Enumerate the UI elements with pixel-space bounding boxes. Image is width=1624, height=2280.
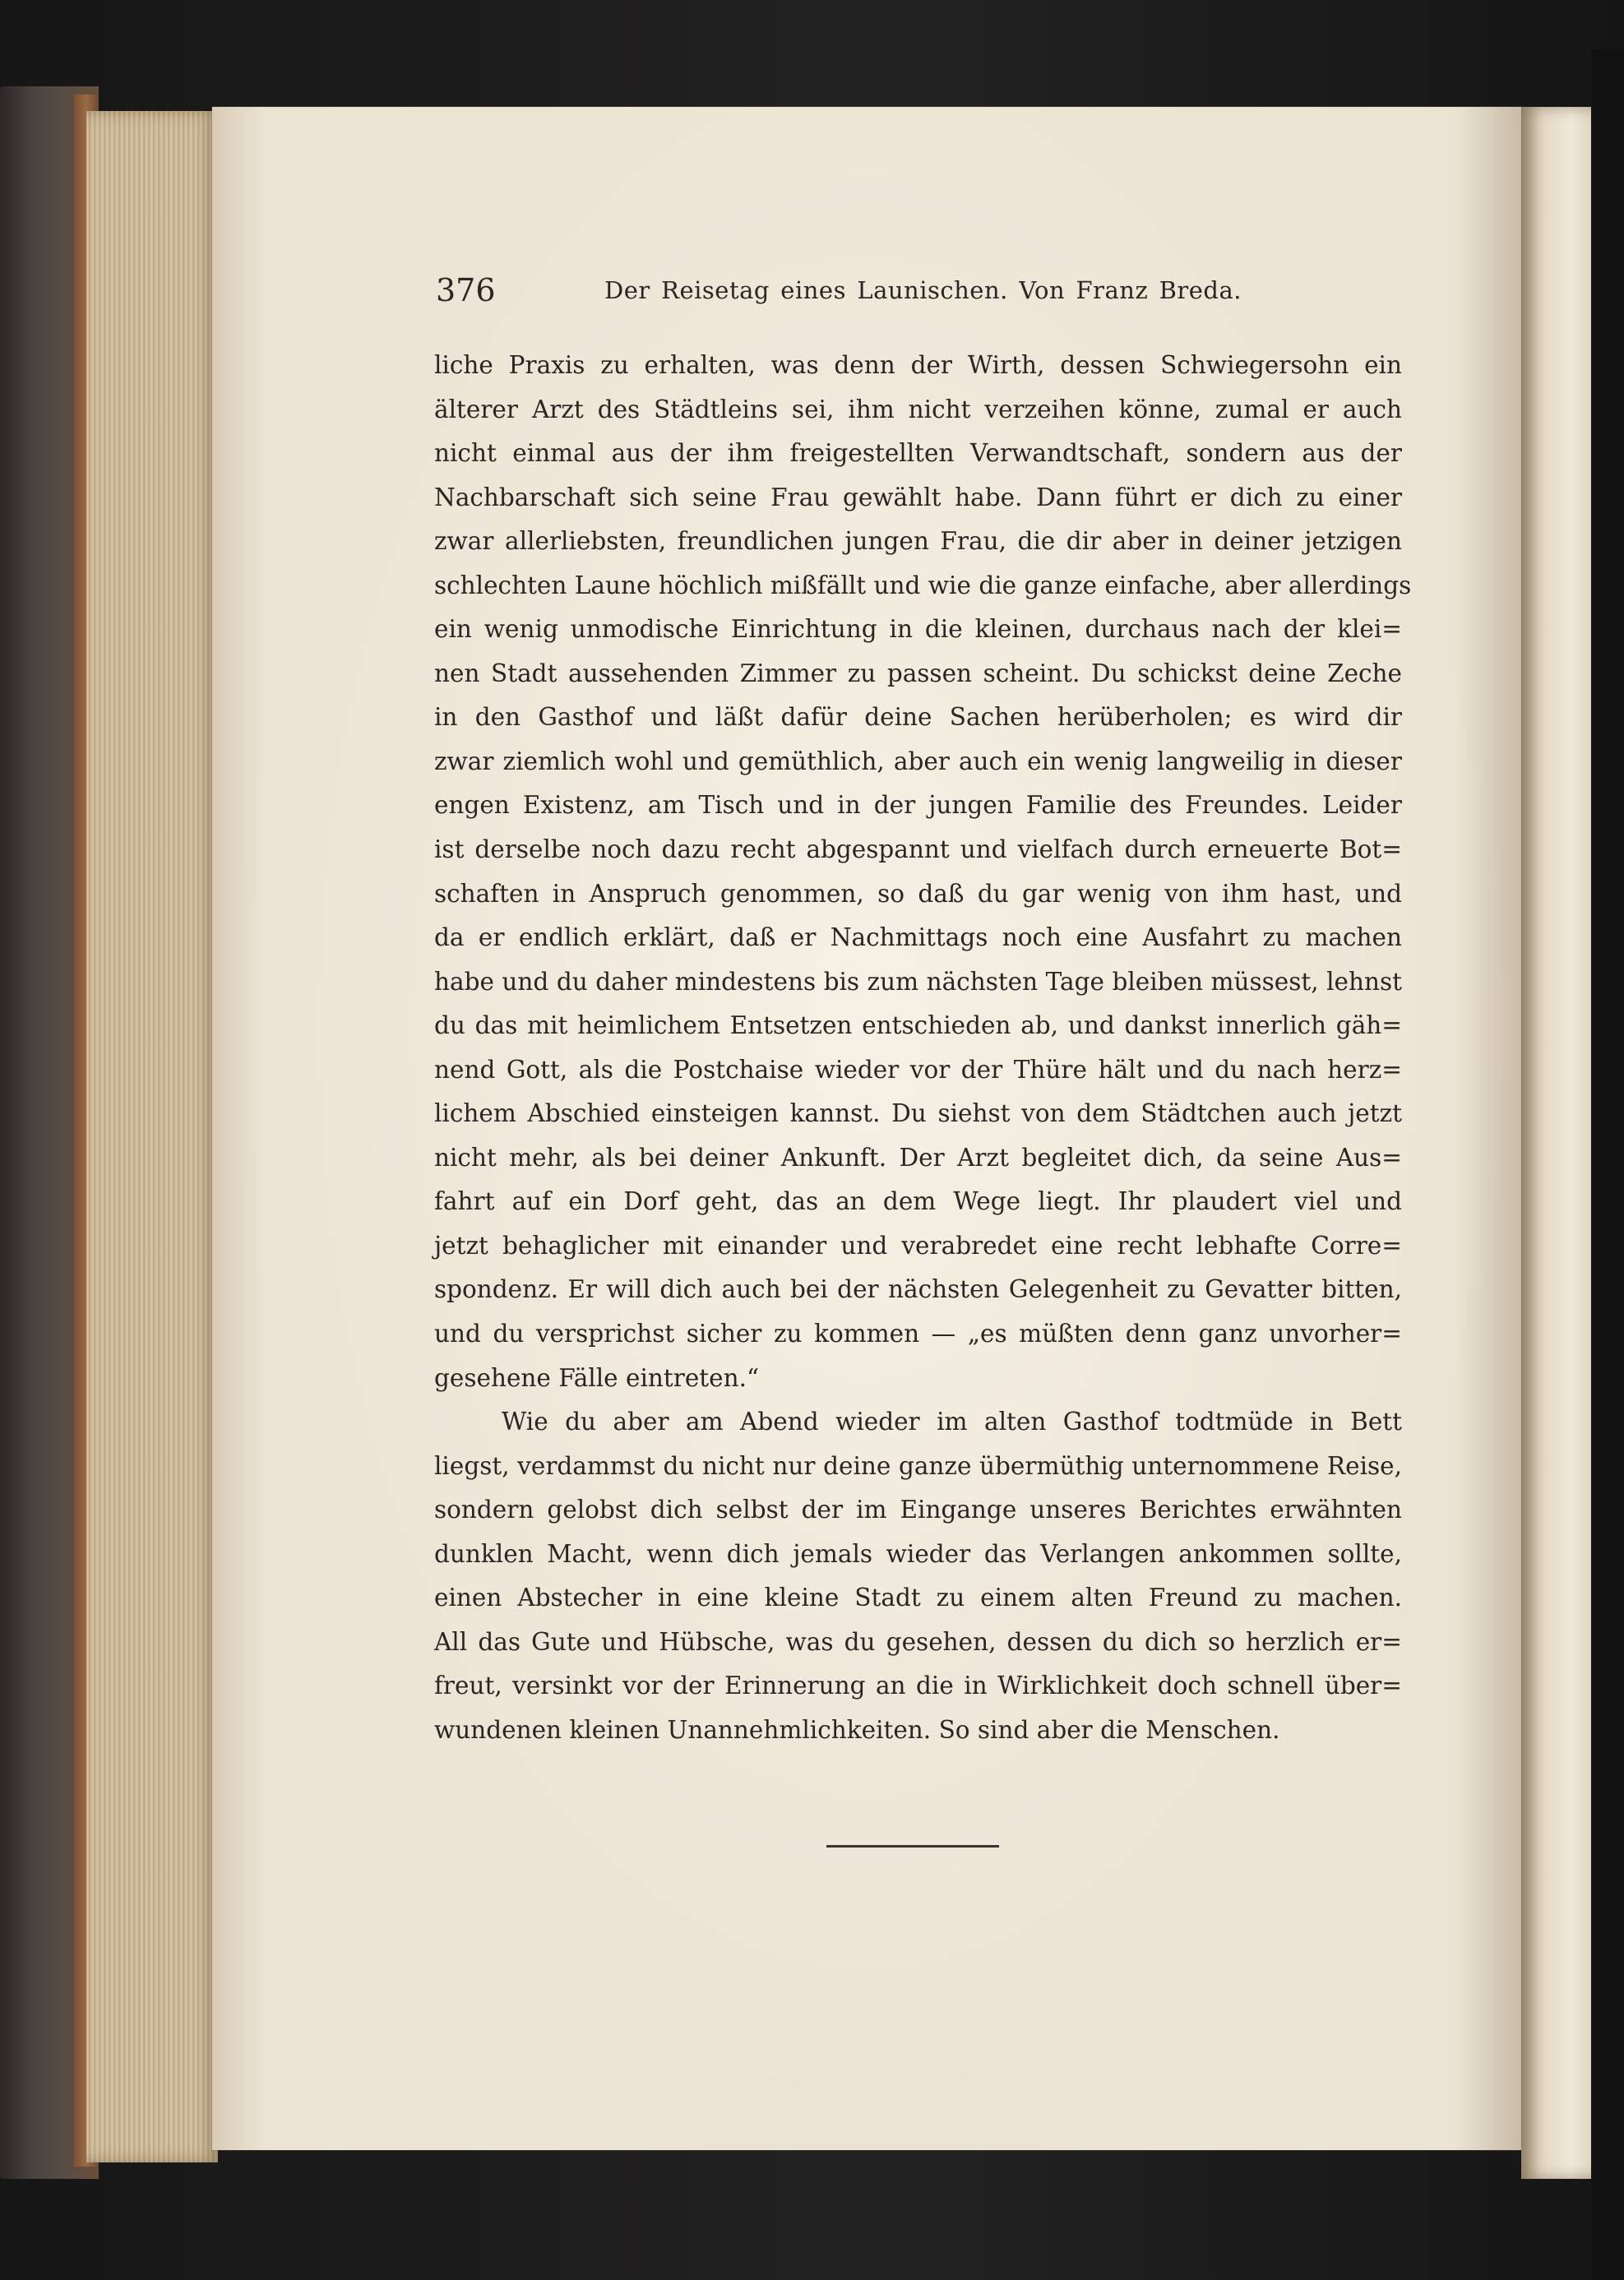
text-line: nen Stadt aussehenden Zimmer zu passen scheint. Du schickst deine Zeche xyxy=(434,659,1402,687)
running-head: Der Reisetag eines Launischen. Von Franz Breda. xyxy=(604,276,1242,304)
text-line: zwar allerliebsten, freundlichen jungen Frau, die dir aber in deiner jetzigen xyxy=(434,527,1402,556)
text-line: älterer Arzt des Städtleins sei, ihm nicht verzeihen könne, zumal er auch xyxy=(434,395,1402,423)
text-line: in den Gasthof und läßt dafür deine Sachen herüberholen; es wird dir xyxy=(434,703,1402,732)
text-line: schlechten Laune höchlich mißfällt und wie die ganze einfache, aber allerdings xyxy=(434,571,1412,599)
text-line: Nachbarschaft sich seine Frau gewählt habe. Dann führt er dich zu einer xyxy=(434,483,1402,511)
text-line: nicht mehr, als bei deiner Ankunft. Der Arzt begleitet dich, da seine Aus= xyxy=(434,1143,1402,1172)
text-line: freut, versinkt vor der Erinnerung an die in Wirklichkeit doch schnell über= xyxy=(434,1672,1402,1700)
paragraph xyxy=(434,1400,1402,1752)
text-line: sondern gelobst dich selbst der im Eingange unseres Berichtes erwähnten xyxy=(434,1496,1402,1524)
text-line: wundenen kleinen Unannehmlichkeiten. So sind aber die Menschen. xyxy=(434,1715,1280,1744)
text-line: da er endlich erklärt, daß er Nachmittags noch eine Ausfahrt zu machen xyxy=(434,923,1402,952)
text-line: habe und du daher mindestens bis zum nächsten Tage bleiben müssest, lehnst xyxy=(434,967,1402,996)
text-line: jetzt behaglicher mit einander und verabredet eine recht lebhafte Corre= xyxy=(434,1231,1402,1260)
text-line: engen Existenz, am Tisch und in der jungen Familie des Freundes. Leider xyxy=(434,791,1402,820)
text-line: einen Abstecher in eine kleine Stadt zu einem alten Freund zu machen. xyxy=(434,1584,1402,1612)
text-line: liche Praxis zu erhalten, was denn der Wirth, dessen Schwiegersohn ein xyxy=(434,351,1402,379)
paragraph xyxy=(434,344,1412,1400)
text-line: Wie du aber am Abend wieder im alten Gasthof todtmüde in Bett xyxy=(502,1408,1402,1436)
text-line: spondenz. Er will dich auch bei der nächsten Gelegenheit zu Gevatter bitten, xyxy=(434,1275,1402,1304)
text-line: zwar ziemlich wohl und gemüthlich, aber auch ein wenig langweilig in dieser xyxy=(434,747,1402,775)
text-line: ein wenig unmodische Einrichtung in die kleinen, durchaus nach der klei= xyxy=(434,615,1402,644)
text-line: liegst, verdammst du nicht nur deine ganze übermüthig unternommene Reise, xyxy=(434,1451,1402,1480)
text-line: ist derselbe noch dazu recht abgespannt und vielfach durch erneuerte Bot= xyxy=(434,835,1402,864)
text-line: lichem Abschied einsteigen kannst. Du siehst von dem Städtchen auch jetzt xyxy=(434,1099,1402,1128)
text-line: nicht einmal aus der ihm freigestellten Verwandtschaft, sondern aus der xyxy=(434,439,1402,468)
page-number: 376 xyxy=(436,272,496,308)
text-line: schaften in Anspruch genommen, so daß du gar wenig von ihm hast, und xyxy=(434,879,1402,908)
book-cover-right xyxy=(1591,49,1624,2280)
text-line: und du versprichst sicher zu kommen — „es müßten denn ganz unvorher= xyxy=(434,1320,1402,1348)
section-end-rule xyxy=(826,1845,999,1848)
text-line: fahrt auf ein Dorf geht, das an dem Wege liegt. Ihr plaudert viel und xyxy=(434,1187,1402,1216)
text-line: du das mit heimlichem Entsetzen entschieden ab, und dankst innerlich gäh= xyxy=(434,1011,1402,1040)
page-header xyxy=(436,270,1242,311)
text-line: All das Gute und Hübsche, was du gesehen, dessen du dich so herzlich er= xyxy=(434,1627,1402,1656)
text-line: dunklen Macht, wenn dich jemals wieder das Verlangen ankommen sollte, xyxy=(434,1539,1402,1568)
text-line: gesehene Fälle eintreten.“ xyxy=(434,1363,760,1392)
text-line: nend Gott, als die Postchaise wieder vor der Thüre hält und du nach herz= xyxy=(434,1055,1402,1084)
page-edges xyxy=(86,111,218,2162)
body-text xyxy=(434,344,1412,1753)
